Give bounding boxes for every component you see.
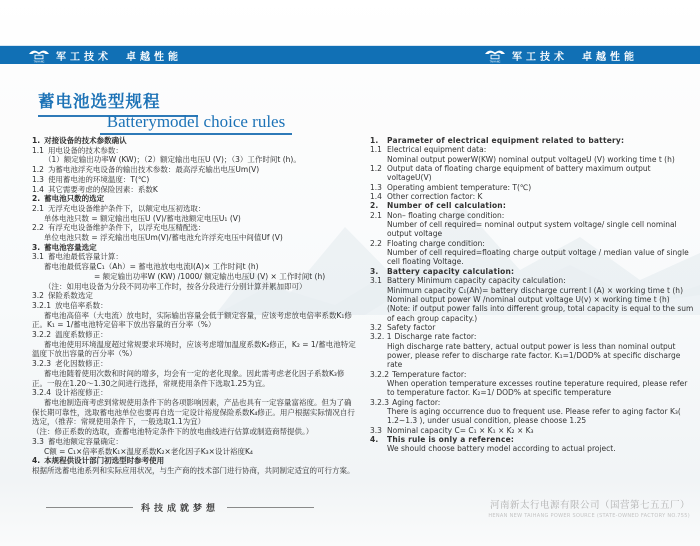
rule-line-en: 3.1 Battery Minimum capacity capacity calculation: (370, 276, 566, 286)
rule-line-zh: 3.3 蓄电池额定容量确定： (32, 436, 123, 446)
company-name: 河南新太行电源有限公司（国营第七五五厂） (489, 500, 690, 511)
left-column (32, 136, 356, 476)
brand-slogan: 军工技术 卓越性能 (56, 51, 182, 63)
tagline-line-right (227, 507, 314, 508)
rule-line-zh: C额 = C₁×倍率系数K₁×温度系数K₂×老化因子K₃×设计裕度K₄ (44, 446, 253, 456)
rule-line-zh: 2. 蓄电池只数的选定 (32, 194, 105, 204)
rule-line-zh: 蓄电池使用环境温度超过常规要求环境时，应该考虑增加温度系数K₂修正，K₂ = 1/蓄电池特定温度下放出容量的百分率（%） (32, 339, 356, 359)
rule-line-en: 1.3 Operating ambient temperature: T(℃) (370, 182, 532, 192)
rule-line-zh: 根据所选蓄电池系列和实际应用状况，与生产商的技术部门进行协商，共同制定适宜的可行方案。 (32, 465, 355, 475)
rule-line-zh: 3.2.3 老化因数修正： (32, 359, 108, 369)
rule-line-en: 3.2. 1 Discharge rate factor: (370, 332, 477, 342)
rule-line-en: Minimum capacity C₁(Ah)= battery discharge current I (A) × working time t (h) (387, 285, 683, 295)
brand-left (28, 46, 182, 64)
rule-line-en: There is aging occurrence duo to frequent use. Please refer to aging factor K₃( 1.2~1.3 ), under usual condition, please choose 1.25 (387, 406, 681, 426)
rule-line-zh: 2.2 有浮充电设备维护条件下，以浮充电压精配选： (32, 223, 206, 233)
tagline-text: 科技成就梦想 (141, 504, 220, 514)
rule-line-en: High discharge rate battery, actual output power is less than nominal output power, please refer to discharge rate factor. K₁=1/DOD% at specific discharge rate (387, 341, 681, 370)
rule-line-zh: 蓄电池随着使用次数和时间的增多，均会有一定的老化现象。因此需考虑老化因子系数K₃修正。一般在1.20～1.30之间进行选择，常规使用条件下选取1.25为宜。 (32, 368, 345, 388)
rule-line-zh: 3.2.1 放电倍率系数： (32, 300, 108, 310)
rule-line-zh: 3.1 蓄电池最低容量计算： (32, 252, 123, 262)
rule-line-en: Nominal output powerW(KW) nominal output voltageU (V) working time t (h) (387, 154, 675, 164)
header-bar (0, 45, 700, 64)
page-subtitle: Batterymodel choice rules (100, 112, 292, 135)
rule-line-zh: 单位电池只数 = 浮充输出电压Um(V)/蓄电池允许浮充电压中间值Uf (V) (44, 233, 283, 243)
rule-line-zh: 1.3 使用蓄电池的环境温度：T(℃) (32, 174, 150, 184)
page-title: 蓄电池选型规程 (38, 88, 198, 117)
rule-line-en: 2.2 Floating charge condition: (370, 238, 485, 248)
company-name-en: HENAN NEW TAIHANG POWER SOURCE (STATE-OWNED FACTORY NO.755) (488, 513, 690, 519)
rule-line-zh: 1.1 用电设备的技术参数： (32, 145, 123, 155)
rule-line-zh: 蓄电池最低容量C₁（Ah）= 蓄电池放电电流I(A)× 工作时间t (h) (44, 262, 259, 272)
brand-right (484, 46, 638, 64)
rule-line-zh: 4. 本规程供设计部门初选型时参考使用 (32, 456, 165, 466)
rule-line-en: 1. Parameter of electrical equipment related to battery: (370, 136, 625, 145)
rule-line-zh: 3.2.4 设计裕度修正： (32, 388, 108, 398)
rule-line-zh: 1.2 为蓄电池浮充电设备的输出技术参数：最高浮充输出电压Um(V) (32, 165, 260, 175)
rule-line-en: 1.2 Output data of floating charge equipment of battery maximum output voltageU(V) (370, 164, 651, 183)
rule-line-zh: （注：修正系数的选取，查蓄电池特定条件下的放电曲线进行估算或制造商帮提供。） (32, 427, 314, 437)
rule-line-en: 3. Battery capacity calculation: (370, 266, 515, 276)
rule-line-en: 3.2 Safety factor (370, 322, 436, 332)
rule-line-en: Number of cell required= nominal output system voltage/ single cell nominal output voltage (387, 220, 677, 239)
logo-text: TAIHANG (33, 60, 45, 63)
tagline-line-left (46, 507, 133, 508)
rule-line-en: 2. Number of cell calculation: (370, 201, 507, 211)
rule-line-zh: = 额定输出功率W (KW) /1000/ 额定输出电压U (V) × 工作时间t (h) (94, 271, 326, 281)
rule-line-en: 3.2.2 Temperature factor: (370, 369, 467, 379)
rule-line-zh: 1. 对接设备的技术参数确认 (32, 136, 127, 145)
footer-tagline (46, 501, 314, 514)
rule-line-zh: 2.1 无浮充电设备维护条件下，以额定电压初选取： (32, 203, 206, 213)
taihang-logo-icon (484, 47, 506, 63)
rule-line-zh: 3.2.2 温度系数修正： (32, 330, 108, 340)
rule-line-zh: 3. 蓄电池容量选定 (32, 242, 97, 252)
rule-line-zh: 蓄电池高倍率（大电流）放电时，实际输出容量会低于额定容量，应该考虑放电倍率系数K₁修正。K₁ = 1/蓄电池特定倍率下放出容量的百分率（%） (32, 310, 352, 330)
rule-line-en: 3.3 Nominal capacity C= C₁ × K₁ × K₂ × K₃ (370, 425, 534, 435)
rule-line-zh: 1.4 其它需要考虑的保险因素：系数K (32, 184, 158, 194)
rule-line-en: 4. This rule is only a reference: (370, 435, 515, 444)
rule-line-en: 1.4 Other correction factor: K (370, 192, 483, 202)
brand-slogan: 军工技术 卓越性能 (512, 51, 638, 63)
rule-line-zh: 单体电池只数 = 额定输出电压U (V)/蓄电池额定电压U₁ (V) (44, 213, 241, 223)
rule-line-en: 3.2.3 Aging factor: (370, 397, 441, 407)
rule-line-en: We should choose battery model according to actual project. (387, 444, 616, 454)
rule-line-en: When operation temperature excesses routine teperature required, please refer to temperature factor. K₂=1/ DOD% at specific temperature (387, 378, 688, 398)
rule-line-en: 1.1 Electrical equipment data: (370, 145, 487, 155)
rule-line-en: 2.1 Non– floating charge condition: (370, 210, 505, 220)
logo-text: TAIHANG (489, 60, 501, 63)
right-column (370, 136, 694, 454)
rule-line-en: Number of cell required=floating charge output voltage / median value of single cell floating Voltage. (387, 248, 689, 267)
rule-line-en: (Note: if output power falls into different group, total capacity is equal to the sum of each group capacity.) (387, 304, 694, 323)
taihang-logo-icon (28, 47, 50, 63)
rule-line-zh: 3.2 保险系数选定 (32, 291, 93, 301)
rule-line-zh: （注：如用电设备为分段不同功率工作时，按各分段进行分别计算并累加即可） (44, 281, 307, 291)
company-block (488, 497, 690, 519)
rule-line-zh: （1）额定输出功率W (KW)；（2）额定输出电压U (V)；（3）工作时间t (h)。 (44, 155, 301, 165)
rule-line-zh: 蓄电池制造商考虑到常规使用条件下的各项影响因素，产品也具有一定容量富裕度。但为了确保长期可靠性，选取蓄电池单位也要再自选一定设计裕度保险系数K₄修正。用户根据实际情况自行选定，（推荐：常规使用条件下，一般选取1.1为宜） (32, 397, 355, 427)
rule-line-en: Nominal output power W /nominal output voltage U(v) × working time t (h) (387, 294, 670, 304)
